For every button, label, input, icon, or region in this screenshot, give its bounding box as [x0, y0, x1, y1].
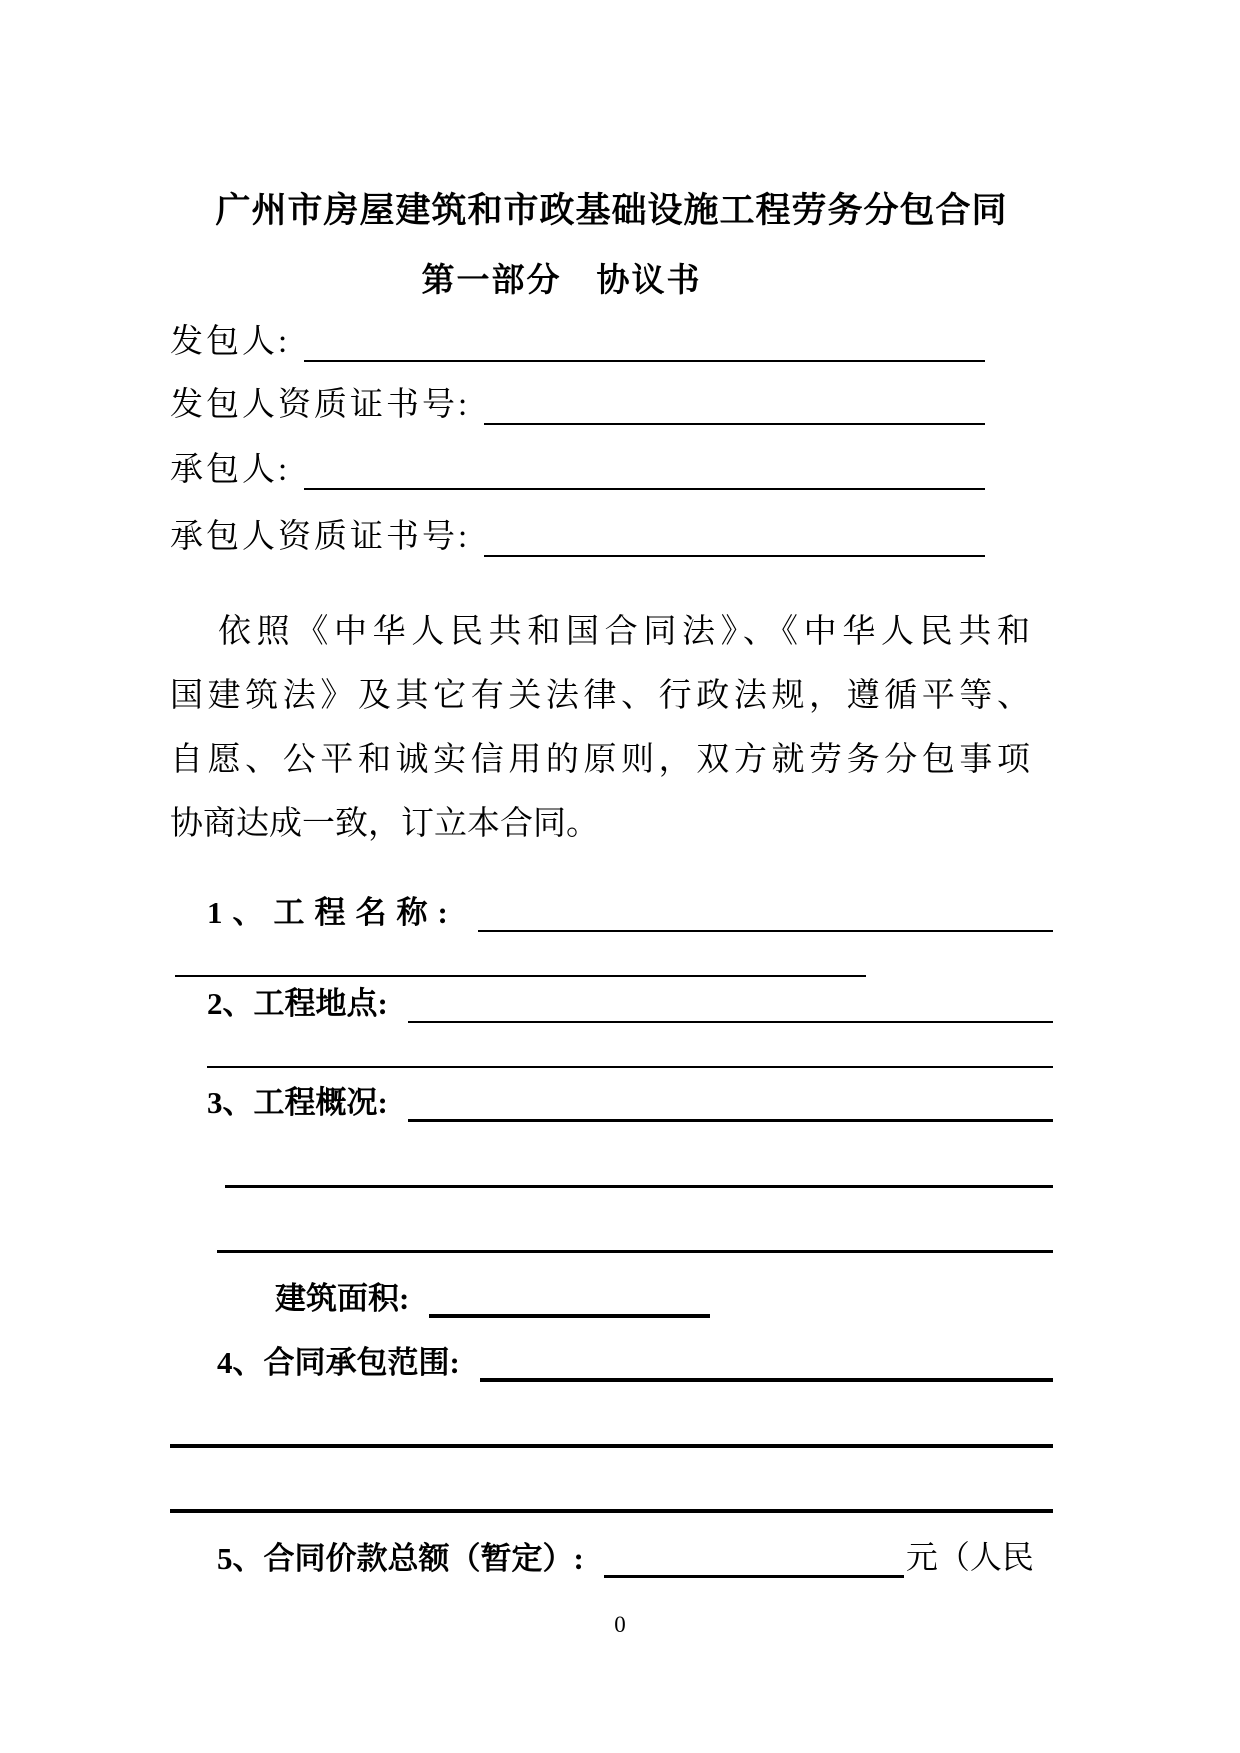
building-area-row — [275, 1280, 710, 1318]
contractor-blank-line — [304, 478, 985, 490]
item-project-name-label: 工程名称: — [273, 895, 458, 930]
item-contract-scope-label: 合同承包范围: — [263, 1345, 460, 1380]
preamble-line-4: 协商达成一致，订立本合同。 — [170, 806, 599, 842]
project-overview-continuation-line-2 — [217, 1250, 1053, 1253]
contractor-certificate-label: 承包人资质证书号: — [170, 519, 471, 555]
item-project-location-blank-line — [408, 1011, 1053, 1023]
employer-label: 发包人: — [170, 324, 291, 360]
preamble-line-1: 依照《中华人民共和国合同法》、《中华人民共和 — [218, 614, 1030, 650]
contract-scope-continuation-line-2 — [170, 1509, 1053, 1513]
document-subtitle: 第一部分 协议书 — [421, 263, 702, 299]
item-project-location-label: 工程地点: — [253, 986, 388, 1021]
item-contract-price — [217, 1538, 1057, 1578]
item-contract-scope — [217, 1342, 1053, 1382]
page-number: 0 — [614, 1612, 626, 1637]
item-contract-price-number: 5、 — [217, 1541, 264, 1576]
project-overview-continuation-line-1 — [225, 1185, 1053, 1188]
contract-scope-continuation-line-1 — [170, 1444, 1053, 1448]
employer-certificate-blank-line — [484, 413, 985, 425]
preamble-paragraph — [170, 600, 1030, 856]
field-row-employer-certificate — [170, 387, 985, 425]
preamble-line-3: 自愿、公平和诚实信用的原则，双方就劳务分包事项 — [170, 742, 1030, 778]
item-project-name — [207, 890, 1053, 932]
project-location-continuation-line — [207, 1066, 1053, 1068]
item-project-overview-label: 工程概况: — [253, 1085, 388, 1120]
item-contract-price-blank-line — [604, 1565, 904, 1578]
item-project-overview-number: 3、 — [207, 1085, 254, 1120]
field-row-contractor-certificate — [170, 519, 985, 557]
item-project-name-number: 1、 — [207, 895, 274, 930]
contractor-label: 承包人: — [170, 452, 291, 488]
employer-certificate-label: 发包人资质证书号: — [170, 387, 471, 423]
building-area-blank-line — [429, 1304, 710, 1318]
item-project-name-blank-line — [478, 920, 1053, 932]
item-contract-scope-blank-line — [480, 1368, 1053, 1382]
project-name-continuation-line — [175, 975, 866, 977]
contractor-certificate-blank-line — [484, 545, 985, 557]
item-contract-price-suffix: 元（人民 — [905, 1539, 1034, 1575]
field-row-contractor — [170, 452, 985, 490]
building-area-label: 建筑面积: — [275, 1281, 410, 1316]
item-project-location — [207, 983, 1053, 1023]
item-project-overview — [207, 1082, 1053, 1122]
item-contract-price-label: 合同价款总额（暂定）: — [263, 1541, 584, 1576]
item-project-overview-blank-line — [408, 1109, 1053, 1122]
field-row-employer — [170, 324, 985, 362]
employer-blank-line — [304, 350, 985, 362]
document-title: 广州市房屋建筑和市政基础设施工程劳务分包合同 — [215, 191, 1008, 230]
preamble-line-2: 国建筑法》及其它有关法律、行政法规，遵循平等、 — [170, 678, 1030, 714]
item-project-location-number: 2、 — [207, 986, 254, 1021]
item-contract-scope-number: 4、 — [217, 1345, 264, 1380]
